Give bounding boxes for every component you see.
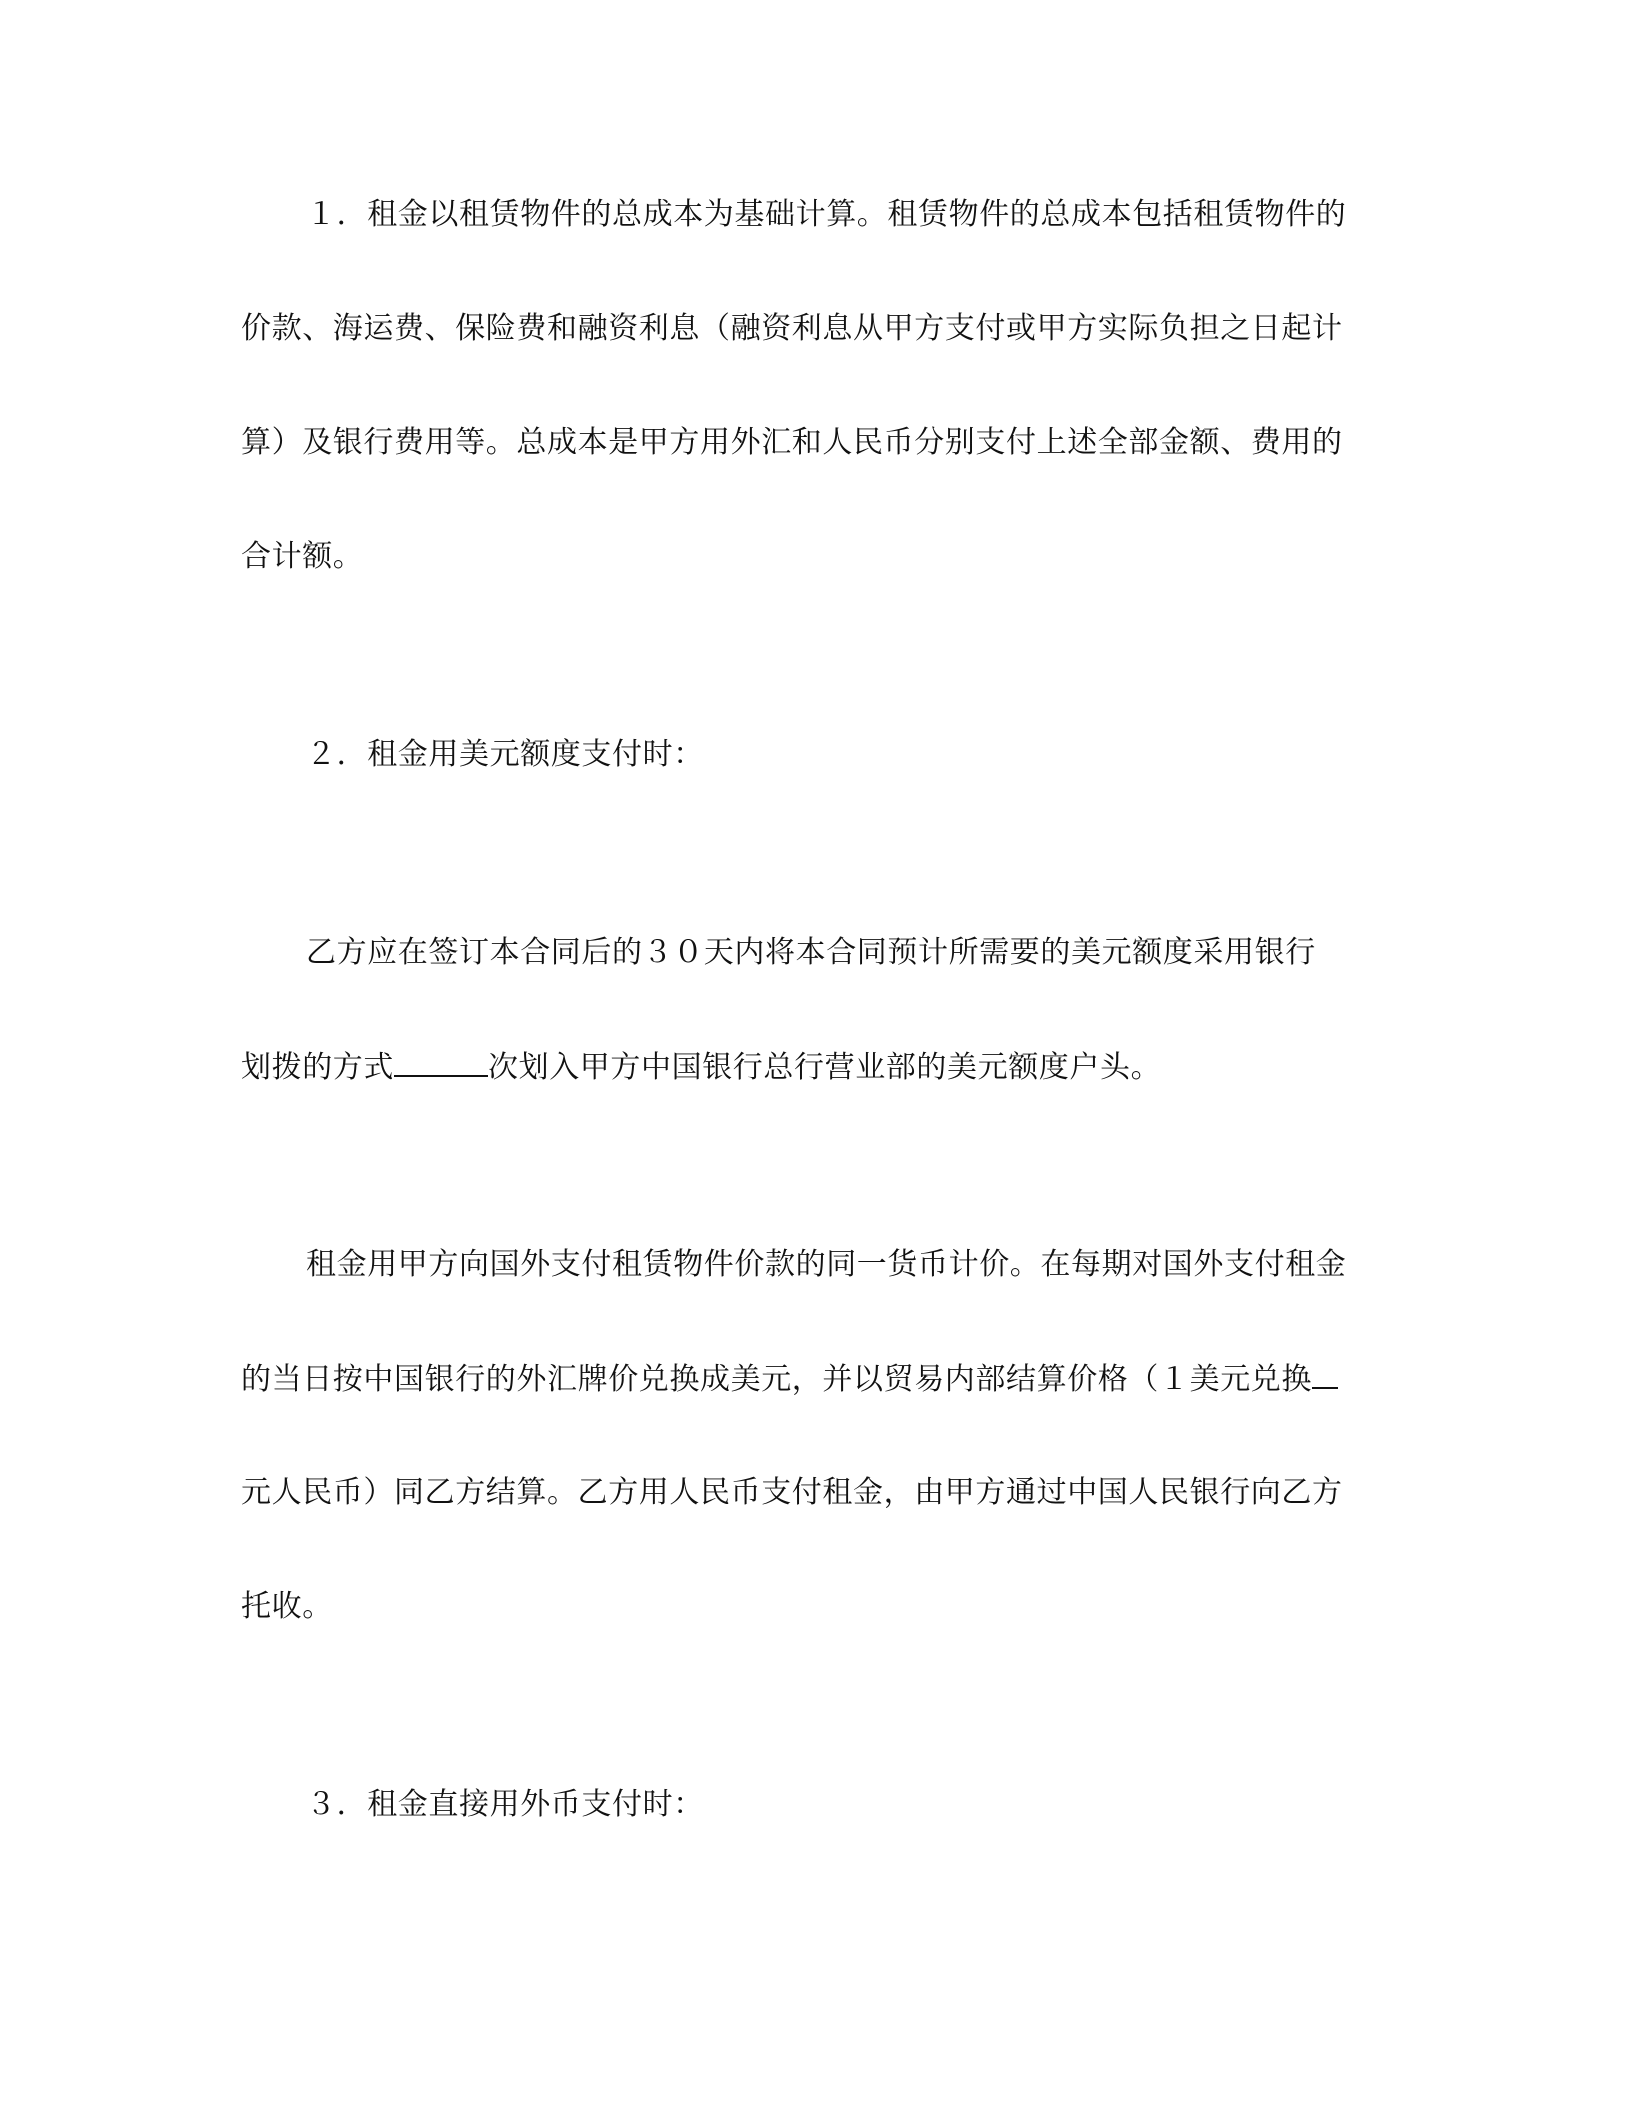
para1-line2-after: 次划入甲方中国银行总行营业部的美元额度户头。	[488, 1050, 1162, 1085]
section2-para1-line1: 乙方应在签订本合同后的３０天内将本合同预计所需要的美元额度采用银行	[306, 935, 1316, 970]
section1-line3: 算）及银行费用等。总成本是甲方用外汇和人民币分别支付上述全部金额、费用的	[241, 425, 1343, 460]
section2-para2-line2	[241, 1359, 1338, 1400]
section2-para2-line1: 租金用甲方向国外支付租赁物件价款的同一货币计价。在每期对国外支付租金	[306, 1247, 1347, 1282]
section2-para2-line4: 托收。	[241, 1589, 333, 1624]
section2-para2-line3: 元人民币）同乙方结算。乙方用人民币支付租金，由甲方通过中国人民银行向乙方	[241, 1475, 1343, 1510]
para1-line2-before: 划拨的方式	[241, 1050, 394, 1085]
section3-heading: ３．租金直接用外币支付时：	[306, 1787, 704, 1822]
section2-para1-line2	[241, 1047, 1161, 1088]
section2-heading: ２．租金用美元额度支付时：	[306, 737, 704, 772]
fill-in-blank-rate	[1312, 1359, 1338, 1389]
fill-in-blank-times	[394, 1047, 488, 1077]
para2-line2-text: 的当日按中国银行的外汇牌价兑换成美元，并以贸易内部结算价格（１美元兑换	[241, 1362, 1312, 1397]
section1-line1: １．租金以租赁物件的总成本为基础计算。租赁物件的总成本包括租赁物件的	[306, 197, 1347, 232]
section1-line4: 合计额。	[241, 539, 364, 574]
section1-line2: 价款、海运费、保险费和融资利息（融资利息从甲方支付或甲方实际负担之日起计	[241, 311, 1343, 346]
